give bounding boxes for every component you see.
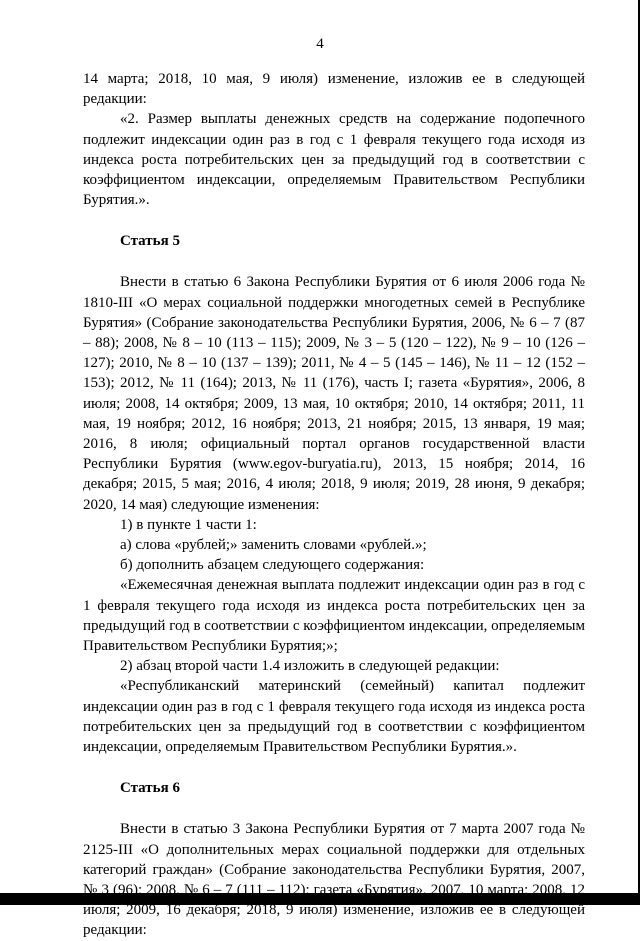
document-body [83, 69, 585, 941]
lead-quote: «2. Размер выплаты денежных средств на содержание подопечного подлежит индексации один раз в год с 1 февраля текущего года исходя из индекса роста потребительских цен за предыдущий год в соответствии с коэффициентом индексации, определяемым Правительством Республики Бурятия.». [83, 111, 585, 209]
article-5-item-1a: а) слова «рублей;» заменить словами «рублей.»; [120, 537, 427, 554]
article-5-quote-1: «Ежемесячная денежная выплата подлежит индексации один раз в год с 1 февраля текущего года исходя из индекса роста потребительских цен за предыдущий год в соответствии с коэффициентом индексации, определяемым Правительством Республики Бурятия;»; [83, 577, 585, 655]
article-5-intro: Внести в статью 6 Закона Республики Бурятия от 6 июля 2006 года № 1810-III «О мерах социальной поддержки многодетных семей в Республике Бурятия» (Собрание законодательства Республики Бурятия, 2006, № 6 – 7 (87 – 88); 2008, № 8 – 10 (113 – 115); 2009, № 3 – 5 (120 – 122), № 9 – 10 (126 – 127); 2010, № 8 – 10 (137 – 139); 2011, № 4 – 5 (145 – 146), № 11 – 12 (152 – 153); 2012, № 11 (164); 2013, № 11 (176), часть I; газета «Бурятия», 2006, 8 июля; 2008, 14 октября; 2009, 13 мая, 10 октября; 2010, 14 октября; 2011, 11 мая, 19 ноября; 2012, 16 ноября; 2013, 21 ноября; 2015, 13 января, 19 мая; 2016, 8 июля; официальный портал органов государственной власти Республики Бурятия (www.egov-buryatia.ru), 2013, 15 ноября; 2014, 16 декабря; 2015, 5 мая; 2016, 4 июля; 2018, 9 июля; 2019, 28 июня, 9 декабря; 2020, 14 мая) следующие изменения: [83, 274, 585, 513]
article-5-item-2: 2) абзац второй части 1.4 изложить в следующей редакции: [120, 658, 500, 675]
article-5-quote-2: «Республиканский материнский (семейный) капитал подлежит индексации один раз в год с 1 февраля текущего года исходя из индекса роста потребительских цен за предыдущий год в соответствии с коэффициентом индексации, определяемым Правительством Республики Бурятия.». [83, 678, 585, 756]
page-number: 4 [316, 36, 324, 52]
article-6-intro: Внести в статью 3 Закона Республики Бурятия от 7 марта 2007 года № 2125-III «О дополнительных мерах социальной поддержки для отдельных категорий граждан» (Собрание законодательства Республики Бурятия, 2007, № 3 (96); 2008, № 6 – 7 (111 – 112); газета «Бурятия», 2007, 10 марта; 2008, 12 июля; 2009, 16 декабря; 2018, 9 июля) изменение, изложив ее в следующей редакции: [83, 821, 585, 939]
article-6-heading: Статья 6 [120, 780, 180, 797]
article-5-item-1b: б) дополнить абзацем следующего содержания: [120, 557, 425, 574]
article-5-item-1: 1) в пункте 1 части 1: [120, 516, 257, 533]
article-5-heading: Статья 5 [120, 233, 180, 250]
lead-paragraph-end: 14 марта; 2018, 10 мая, 9 июля) изменение, изложив ее в следующей редакции: [83, 71, 585, 108]
